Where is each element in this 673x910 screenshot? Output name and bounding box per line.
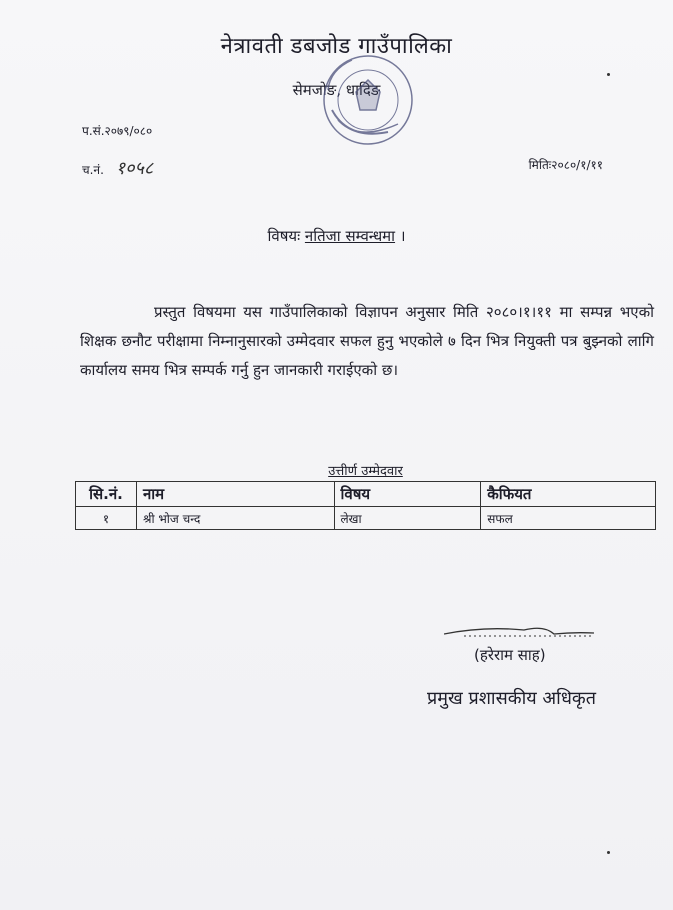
subject-end: । xyxy=(399,227,406,245)
signatory-designation: प्रमुख प्रशासकीय अधिकृत xyxy=(427,688,596,709)
subject-line xyxy=(0,226,673,246)
office-seal-stamp xyxy=(318,50,418,150)
table-row xyxy=(76,507,656,530)
body-paragraph: प्रस्तुत विषयमा यस गाउँपालिकाको विज्ञापन अनुसार मिति २०८०।१।११ मा सम्पन्न भएको शिक्षक छनौट परीक्षामा निम्नानुसारको उम्मेदवार सफल हुनु भएकोले ७ दिन भित्र नियुक्ती पत्र बुझ्नको लागि कार्यालय समय भित्र सम्पर्क गर्नु हुन जानकारी गराईएको छ। xyxy=(80,303,654,379)
letter-date: मितिः२०८०/१/११ xyxy=(528,158,603,172)
cell-subject: लेखा xyxy=(334,507,481,530)
reference-number: प.सं.२०७९/०८० xyxy=(82,124,153,138)
signatory-name: (हरेराम साह) xyxy=(474,646,546,664)
office-address: सेमजोङ, धादिङ xyxy=(292,81,381,99)
cell-name: श्री भोज चन्द xyxy=(136,507,334,530)
header-name: नाम xyxy=(136,482,334,507)
header-subject: विषय xyxy=(334,482,481,507)
speck-mark xyxy=(607,851,610,854)
table-header-row xyxy=(76,482,656,507)
subject-value: नतिजा सम्वन्धमा xyxy=(304,227,396,245)
header-serial: सि.नं. xyxy=(76,482,137,507)
table-caption: उत्तीर्ण उम्मेदवार xyxy=(328,464,403,479)
dispatch-label: च.नं. xyxy=(82,163,104,177)
cell-serial: १ xyxy=(76,507,137,530)
dispatch-number xyxy=(82,156,153,180)
speck-mark xyxy=(607,73,610,76)
subject-label: विषयः xyxy=(267,227,301,245)
cell-remarks: सफल xyxy=(481,507,656,530)
signature-mark xyxy=(444,622,594,642)
dispatch-value: १०५८ xyxy=(115,158,154,179)
header-remarks: कैफियत xyxy=(481,482,656,507)
office-title: नेत्रावती डबजोड गाउँपालिका xyxy=(220,34,453,59)
results-table xyxy=(75,481,656,530)
